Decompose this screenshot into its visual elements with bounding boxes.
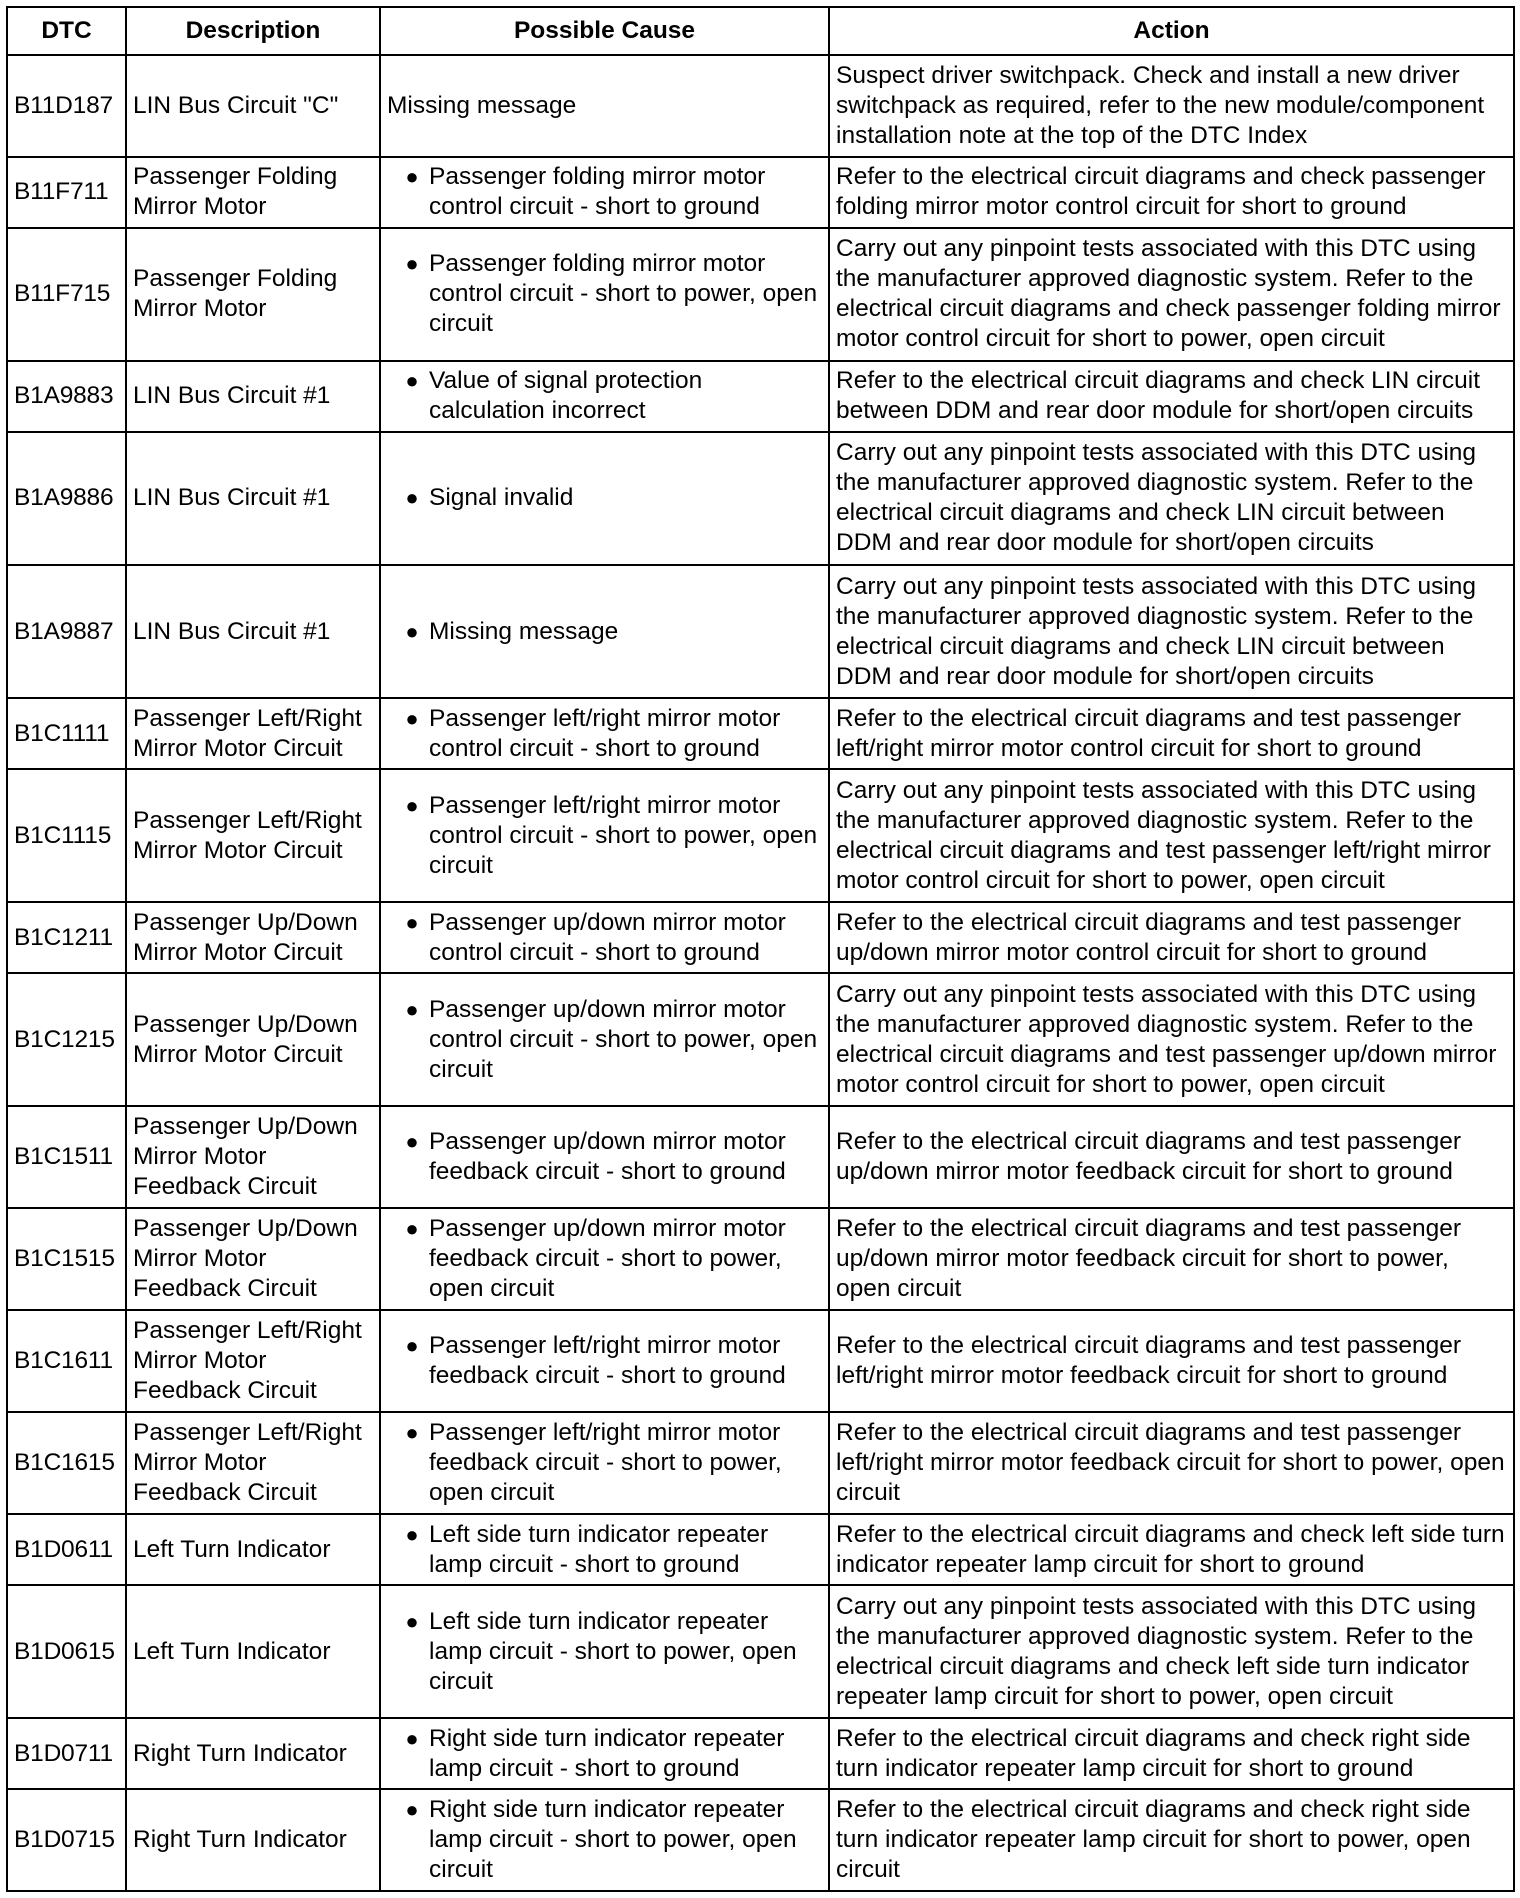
action-text: Refer to the electrical circuit diagrams and check right side turn indicator repeater lamp circuit for short to ground bbox=[829, 1718, 1514, 1789]
possible-cause-cell bbox=[380, 973, 829, 1106]
cause-list-item bbox=[387, 791, 822, 881]
cause-list-item bbox=[387, 1214, 822, 1304]
dtc-description: Passenger Left/Right Mirror Motor Feedback Circuit bbox=[126, 1310, 380, 1412]
dtc-code: B1D0615 bbox=[7, 1585, 126, 1718]
dtc-code: B1A9887 bbox=[7, 565, 126, 698]
table-row bbox=[7, 698, 1514, 769]
table-row bbox=[7, 902, 1514, 973]
dtc-code: B1D0711 bbox=[7, 1718, 126, 1789]
table-row bbox=[7, 361, 1514, 432]
dtc-code: B1A9883 bbox=[7, 361, 126, 432]
possible-cause: Passenger left/right mirror motor control circuit - short to ground bbox=[429, 704, 781, 762]
cause-list-item bbox=[387, 483, 822, 513]
cause-list-item bbox=[387, 1795, 822, 1885]
possible-cause-cell bbox=[380, 1789, 829, 1891]
table-row bbox=[7, 973, 1514, 1106]
cause-list-item bbox=[387, 1724, 822, 1784]
action-text: Carry out any pinpoint tests associated with this DTC using the manufacturer approved diagnostic system. Refer to the electrical circuit diagrams and test passenger up/down mirror motor control circuit for short to power, open circuit bbox=[829, 973, 1514, 1106]
dtc-description: LIN Bus Circuit #1 bbox=[126, 361, 380, 432]
table-body bbox=[7, 55, 1514, 1891]
header-row bbox=[7, 7, 1514, 55]
possible-cause: Missing message bbox=[387, 92, 577, 119]
action-text: Suspect driver switchpack. Check and install a new driver switchpack as required, refer to the new module/component installation note at the top of the DTC Index bbox=[829, 55, 1514, 157]
cause-list-item bbox=[387, 1127, 822, 1187]
header-description: Description bbox=[126, 7, 380, 55]
possible-cause: Passenger left/right mirror motor feedback circuit - short to power, open circuit bbox=[429, 1419, 782, 1507]
action-text: Refer to the electrical circuit diagrams and test passenger up/down mirror motor feedback circuit for short to power, open circuit bbox=[829, 1208, 1514, 1310]
possible-cause: Passenger folding mirror motor control circuit - short to ground bbox=[429, 163, 766, 221]
dtc-description: LIN Bus Circuit "C" bbox=[126, 55, 380, 157]
dtc-code: B1D0611 bbox=[7, 1514, 126, 1585]
action-text: Refer to the electrical circuit diagrams and test passenger left/right mirror motor control circuit for short to ground bbox=[829, 698, 1514, 769]
bullet-icon: ● bbox=[405, 485, 419, 511]
table-row bbox=[7, 55, 1514, 157]
possible-cause: Missing message bbox=[429, 617, 619, 645]
possible-cause: Passenger up/down mirror motor feedback circuit - short to ground bbox=[429, 1128, 786, 1186]
header-possible-cause: Possible Cause bbox=[380, 7, 829, 55]
cause-list-item bbox=[387, 366, 822, 426]
dtc-description: Passenger Folding Mirror Motor bbox=[126, 228, 380, 361]
possible-cause-cell bbox=[380, 228, 829, 361]
action-text: Refer to the electrical circuit diagrams and test passenger left/right mirror motor feedback circuit for short to ground bbox=[829, 1310, 1514, 1412]
dtc-code: B11F711 bbox=[7, 157, 126, 228]
possible-cause: Passenger up/down mirror motor feedback circuit - short to power, open circuit bbox=[429, 1215, 786, 1303]
cause-list-item bbox=[387, 162, 822, 222]
possible-cause-cell bbox=[380, 1718, 829, 1789]
dtc-code: B1C1515 bbox=[7, 1208, 126, 1310]
action-text: Refer to the electrical circuit diagrams and test passenger up/down mirror motor control circuit for short to ground bbox=[829, 902, 1514, 973]
bullet-icon: ● bbox=[405, 705, 419, 731]
table-row bbox=[7, 1208, 1514, 1310]
table-row bbox=[7, 1789, 1514, 1891]
possible-cause-cell bbox=[380, 698, 829, 769]
header-action: Action bbox=[829, 7, 1514, 55]
possible-cause: Passenger left/right mirror motor control circuit - short to power, open circuit bbox=[429, 791, 818, 879]
table-row bbox=[7, 1585, 1514, 1718]
dtc-description: Passenger Up/Down Mirror Motor Circuit bbox=[126, 902, 380, 973]
cause-list-item bbox=[387, 704, 822, 764]
possible-cause-cell bbox=[380, 769, 829, 902]
dtc-description: Left Turn Indicator bbox=[126, 1585, 380, 1718]
dtc-description: Passenger Up/Down Mirror Motor Circuit bbox=[126, 973, 380, 1106]
dtc-description: Passenger Left/Right Mirror Motor Circuit bbox=[126, 698, 380, 769]
cause-list-item bbox=[387, 249, 822, 339]
dtc-code: B1C1115 bbox=[7, 769, 126, 902]
bullet-icon: ● bbox=[405, 1725, 419, 1751]
dtc-code: B1C1111 bbox=[7, 698, 126, 769]
dtc-code: B1C1215 bbox=[7, 973, 126, 1106]
action-text: Refer to the electrical circuit diagrams and check left side turn indicator repeater lamp circuit for short to ground bbox=[829, 1514, 1514, 1585]
bullet-icon: ● bbox=[405, 1216, 419, 1242]
possible-cause: Left side turn indicator repeater lamp circuit - short to power, open circuit bbox=[429, 1607, 797, 1695]
possible-cause-cell bbox=[380, 1106, 829, 1208]
header-dtc: DTC bbox=[7, 7, 126, 55]
dtc-table bbox=[6, 6, 1515, 1892]
dtc-description: Passenger Up/Down Mirror Motor Feedback Circuit bbox=[126, 1106, 380, 1208]
table-row bbox=[7, 1718, 1514, 1789]
bullet-icon: ● bbox=[405, 1608, 419, 1634]
table-row bbox=[7, 228, 1514, 361]
action-text: Carry out any pinpoint tests associated with this DTC using the manufacturer approved diagnostic system. Refer to the electrical circuit diagrams and check passenger folding mirror motor control circuit for short to power, open circuit bbox=[829, 228, 1514, 361]
bullet-icon: ● bbox=[405, 996, 419, 1022]
cause-list-item bbox=[387, 617, 822, 647]
dtc-description: LIN Bus Circuit #1 bbox=[126, 565, 380, 698]
possible-cause-cell bbox=[380, 361, 829, 432]
action-text: Refer to the electrical circuit diagrams and test passenger left/right mirror motor feedback circuit for short to power, open circuit bbox=[829, 1412, 1514, 1514]
dtc-description: LIN Bus Circuit #1 bbox=[126, 432, 380, 565]
possible-cause: Passenger left/right mirror motor feedback circuit - short to ground bbox=[429, 1332, 786, 1390]
action-text: Refer to the electrical circuit diagrams and check LIN circuit between DDM and rear door module for short/open circuits bbox=[829, 361, 1514, 432]
action-text: Carry out any pinpoint tests associated with this DTC using the manufacturer approved diagnostic system. Refer to the electrical circuit diagrams and test passenger left/right mirror motor control circuit for short to power, open circuit bbox=[829, 769, 1514, 902]
table-row bbox=[7, 1412, 1514, 1514]
cause-list-item bbox=[387, 1607, 822, 1697]
dtc-description: Left Turn Indicator bbox=[126, 1514, 380, 1585]
possible-cause-cell bbox=[380, 1514, 829, 1585]
bullet-icon: ● bbox=[405, 909, 419, 935]
possible-cause: Passenger up/down mirror motor control circuit - short to ground bbox=[429, 908, 786, 966]
bullet-icon: ● bbox=[405, 164, 419, 190]
possible-cause-cell bbox=[380, 1412, 829, 1514]
dtc-code: B1A9886 bbox=[7, 432, 126, 565]
bullet-icon: ● bbox=[405, 618, 419, 644]
dtc-code: B1C1611 bbox=[7, 1310, 126, 1412]
cause-list-item bbox=[387, 1331, 822, 1391]
possible-cause-cell bbox=[380, 902, 829, 973]
dtc-code: B1D0715 bbox=[7, 1789, 126, 1891]
bullet-icon: ● bbox=[405, 1420, 419, 1446]
dtc-description: Passenger Left/Right Mirror Motor Feedback Circuit bbox=[126, 1412, 380, 1514]
action-text: Carry out any pinpoint tests associated with this DTC using the manufacturer approved diagnostic system. Refer to the electrical circuit diagrams and check left side turn indicator repeater lamp circuit for short to power, open circuit bbox=[829, 1585, 1514, 1718]
cause-list-item bbox=[387, 1418, 822, 1508]
possible-cause: Passenger folding mirror motor control circuit - short to power, open circuit bbox=[429, 250, 818, 338]
dtc-description: Right Turn Indicator bbox=[126, 1789, 380, 1891]
possible-cause: Right side turn indicator repeater lamp circuit - short to power, open circuit bbox=[429, 1795, 797, 1883]
action-text: Refer to the electrical circuit diagrams and test passenger up/down mirror motor feedback circuit for short to ground bbox=[829, 1106, 1514, 1208]
dtc-code: B11F715 bbox=[7, 228, 126, 361]
action-text: Refer to the electrical circuit diagrams and check right side turn indicator repeater lamp circuit for short to power, open circuit bbox=[829, 1789, 1514, 1891]
dtc-description: Right Turn Indicator bbox=[126, 1718, 380, 1789]
possible-cause-cell bbox=[380, 157, 829, 228]
bullet-icon: ● bbox=[405, 1333, 419, 1359]
possible-cause-cell bbox=[380, 55, 829, 157]
action-text: Carry out any pinpoint tests associated with this DTC using the manufacturer approved diagnostic system. Refer to the electrical circuit diagrams and check LIN circuit between DDM and rear door module for short/open circuits bbox=[829, 432, 1514, 565]
bullet-icon: ● bbox=[405, 1796, 419, 1822]
dtc-description: Passenger Up/Down Mirror Motor Feedback Circuit bbox=[126, 1208, 380, 1310]
table-row bbox=[7, 769, 1514, 902]
bullet-icon: ● bbox=[405, 1129, 419, 1155]
table-row bbox=[7, 1514, 1514, 1585]
bullet-icon: ● bbox=[405, 1521, 419, 1547]
bullet-icon: ● bbox=[405, 251, 419, 277]
possible-cause: Signal invalid bbox=[429, 484, 574, 512]
action-text: Carry out any pinpoint tests associated with this DTC using the manufacturer approved diagnostic system. Refer to the electrical circuit diagrams and check LIN circuit between DDM and rear door module for short/open circuits bbox=[829, 565, 1514, 698]
possible-cause-cell bbox=[380, 1310, 829, 1412]
possible-cause-cell bbox=[380, 432, 829, 565]
dtc-description: Passenger Folding Mirror Motor bbox=[126, 157, 380, 228]
possible-cause: Left side turn indicator repeater lamp circuit - short to ground bbox=[429, 1520, 769, 1578]
table-row bbox=[7, 432, 1514, 565]
bullet-icon: ● bbox=[405, 792, 419, 818]
table-row bbox=[7, 157, 1514, 228]
possible-cause: Passenger up/down mirror motor control circuit - short to power, open circuit bbox=[429, 995, 818, 1083]
possible-cause: Right side turn indicator repeater lamp circuit - short to ground bbox=[429, 1724, 785, 1782]
possible-cause-cell bbox=[380, 1585, 829, 1718]
dtc-code: B1C1511 bbox=[7, 1106, 126, 1208]
dtc-code: B1C1211 bbox=[7, 902, 126, 973]
cause-list-item bbox=[387, 995, 822, 1085]
dtc-description: Passenger Left/Right Mirror Motor Circuit bbox=[126, 769, 380, 902]
bullet-icon: ● bbox=[405, 368, 419, 394]
possible-cause-cell bbox=[380, 1208, 829, 1310]
table-row bbox=[7, 565, 1514, 698]
action-text: Refer to the electrical circuit diagrams and check passenger folding mirror motor control circuit for short to ground bbox=[829, 157, 1514, 228]
cause-list-item bbox=[387, 1520, 822, 1580]
table-row bbox=[7, 1106, 1514, 1208]
table-row bbox=[7, 1310, 1514, 1412]
possible-cause: Value of signal protection calculation incorrect bbox=[429, 367, 703, 425]
cause-list-item bbox=[387, 908, 822, 968]
dtc-code: B1C1615 bbox=[7, 1412, 126, 1514]
dtc-code: B11D187 bbox=[7, 55, 126, 157]
possible-cause-cell bbox=[380, 565, 829, 698]
